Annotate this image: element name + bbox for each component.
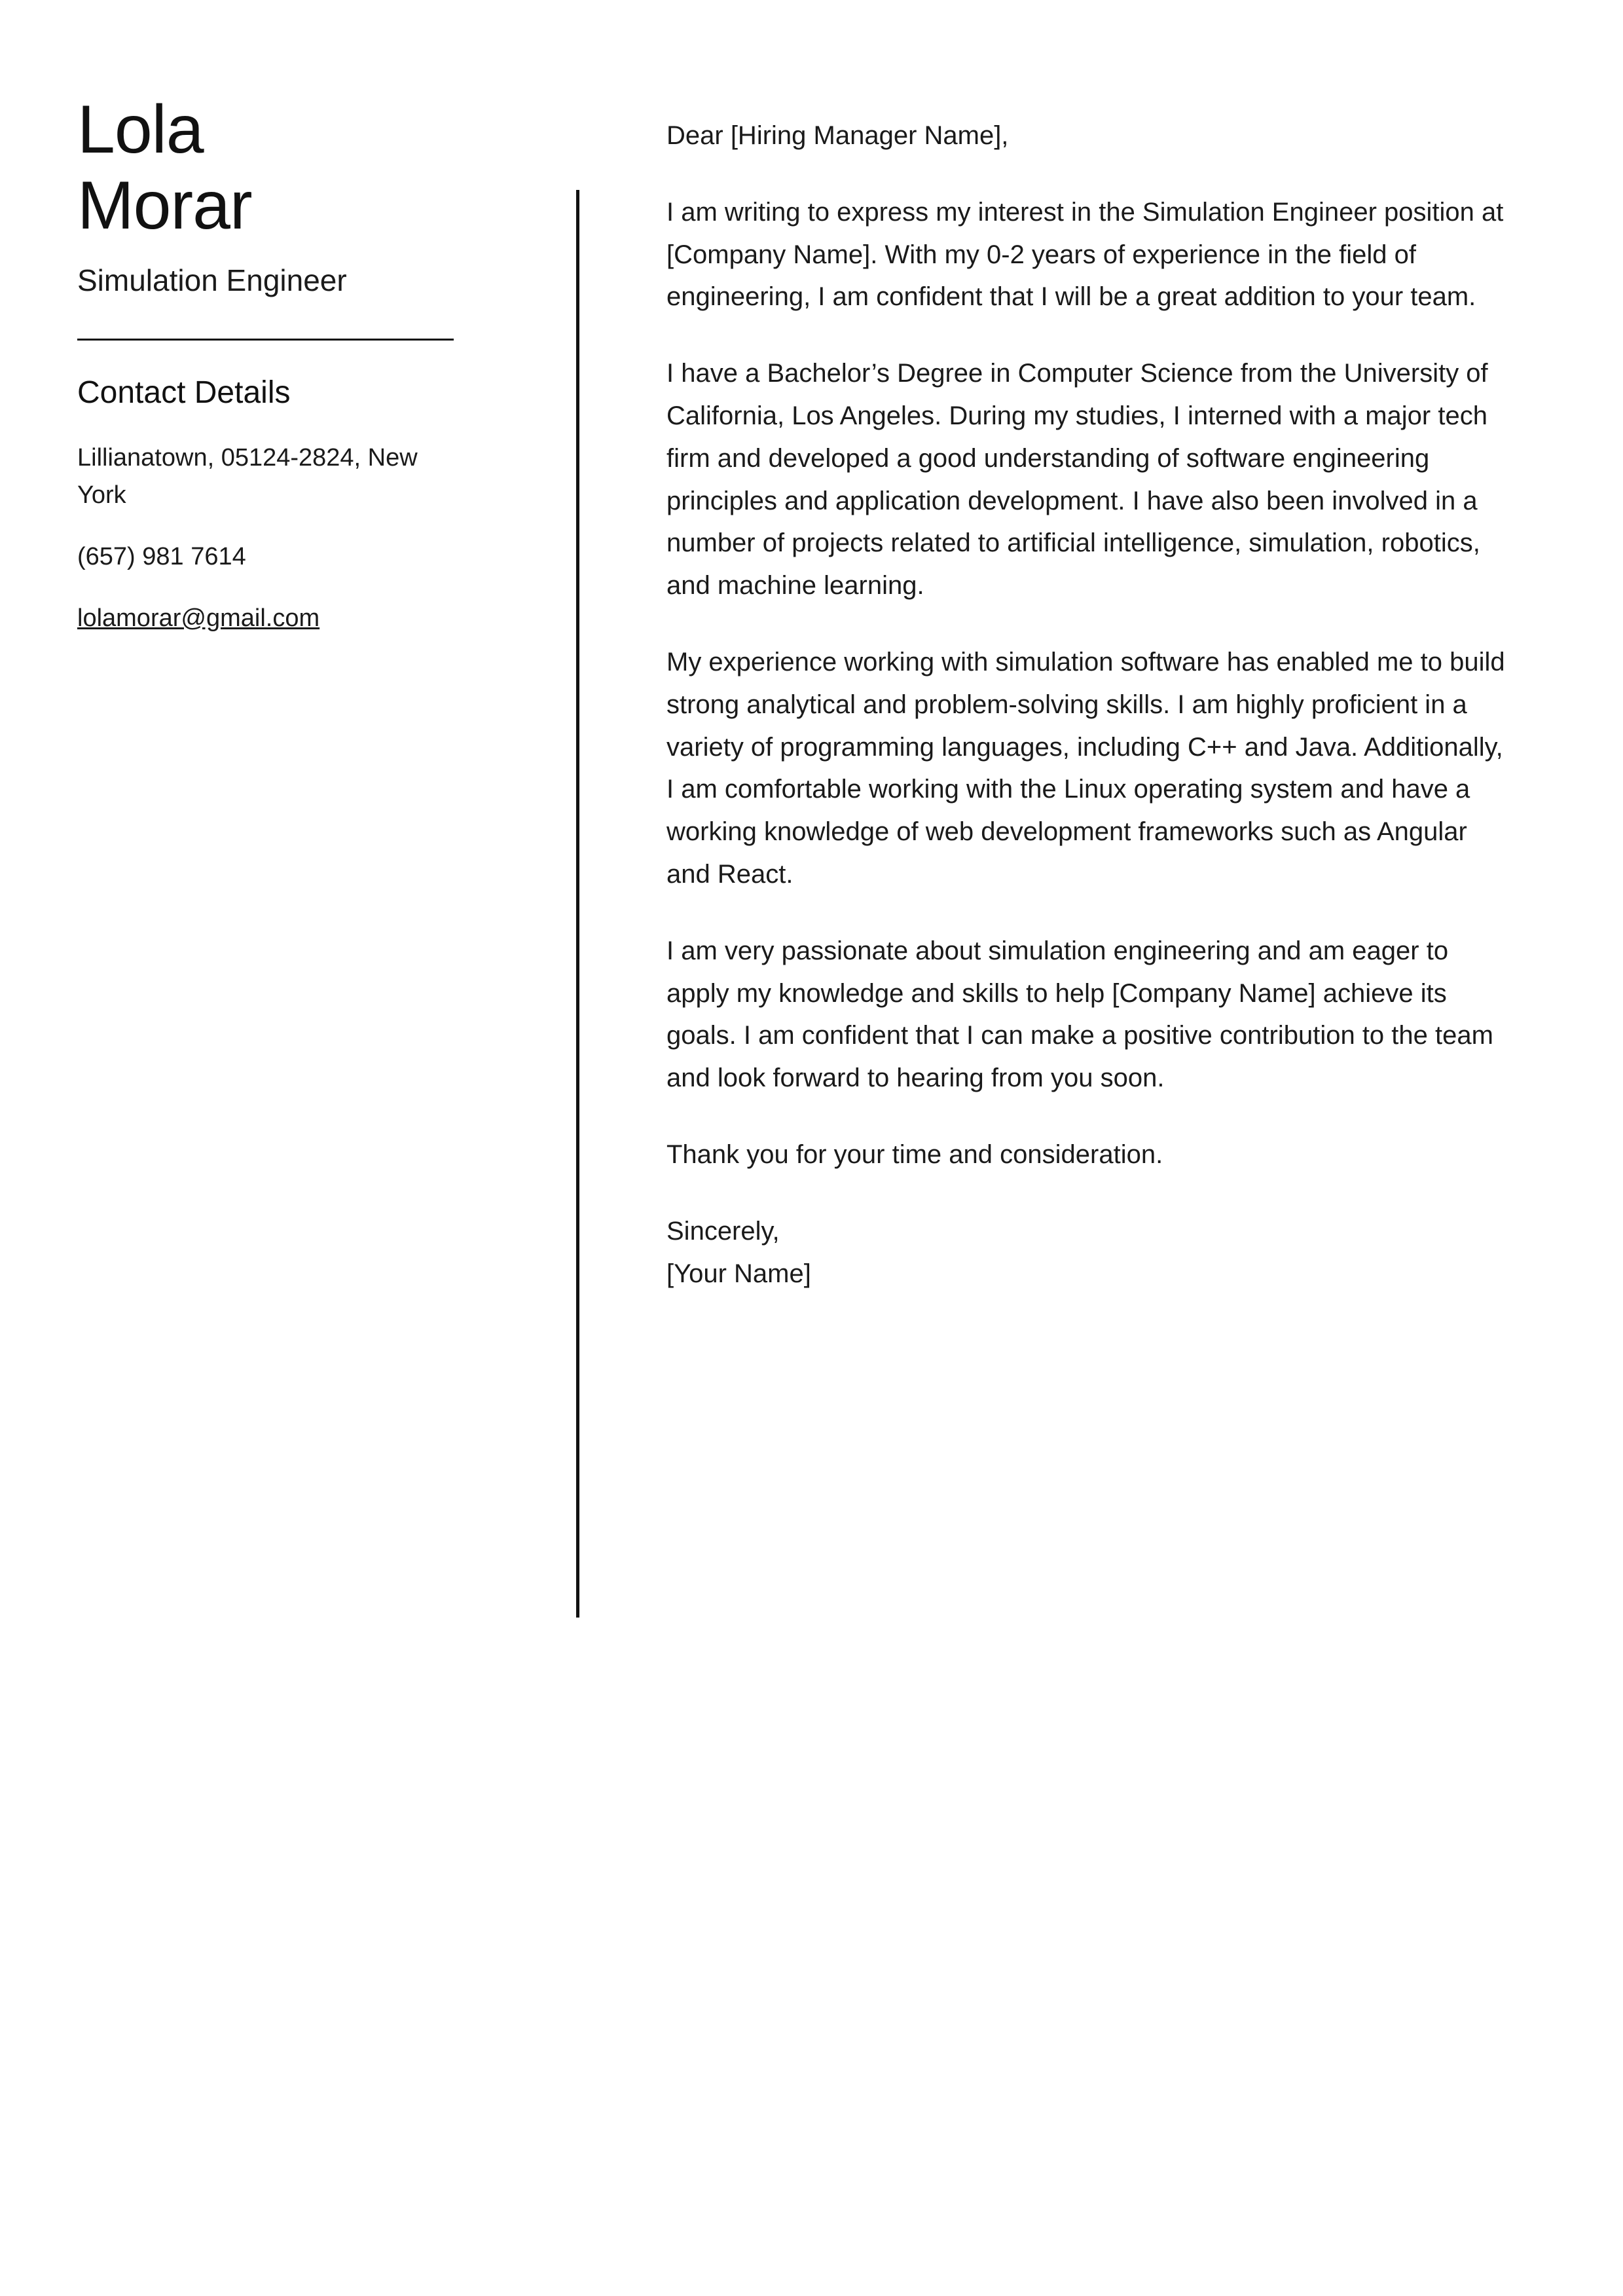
letter-paragraph-3: My experience working with simulation software has enabled me to build strong analytical and problem-solving skills. I am highly proficient in a variety of programming languages, including C++ and Java. Additionally, I am comfortable working with the Linux operating system and have a working knowledge of web development frameworks such as Angular and React. <box>666 647 1505 889</box>
first-name: Lola <box>77 92 204 168</box>
contact-address: Lillianatown, 05124-2824, New York <box>77 443 418 509</box>
contact-email-row <box>77 600 470 638</box>
contact-phone: (657) 981 7614 <box>77 543 246 571</box>
letter-closing: Sincerely, <box>666 1216 780 1246</box>
contact-email-link[interactable]: lolamorar@gmail.com <box>77 604 320 632</box>
letter-paragraph-2: I have a Bachelor’s Degree in Computer Science from the University of California, Los Angeles. During my studies, I interned with a major tech firm and developed a good understanding of software engineering principles and application development. I have also been involved in a number of projects related to artificial intelligence, simulation, robotics, and machine learning. <box>666 359 1488 601</box>
letter-signature: [Your Name] <box>666 1259 811 1288</box>
last-name: Morar <box>77 168 252 244</box>
letter-paragraph-4: I am very passionate about simulation engineering and am eager to apply my knowledge and skills to help [Company Name] achieve its goals. I am confident that I can make a positive contribution to the team and look forward to hearing from you soon. <box>666 936 1493 1093</box>
contact-details-heading: Contact Details <box>77 375 291 410</box>
vertical-rule <box>576 190 579 1618</box>
header-divider <box>77 339 454 341</box>
letter-paragraph-5: Thank you for your time and consideration. <box>666 1139 1163 1169</box>
job-title: Simulation Engineer <box>77 263 347 297</box>
letter-salutation: Dear [Hiring Manager Name], <box>666 121 1009 150</box>
letter-body <box>576 0 1623 1295</box>
letter-paragraph-1: I am writing to express my interest in the Simulation Engineer position at [Company Name]. With my 0-2 years of experience in the field of engineering, I am confident that I will be a great addition to your team. <box>666 197 1504 312</box>
sidebar <box>0 0 576 638</box>
candidate-name <box>77 92 576 244</box>
